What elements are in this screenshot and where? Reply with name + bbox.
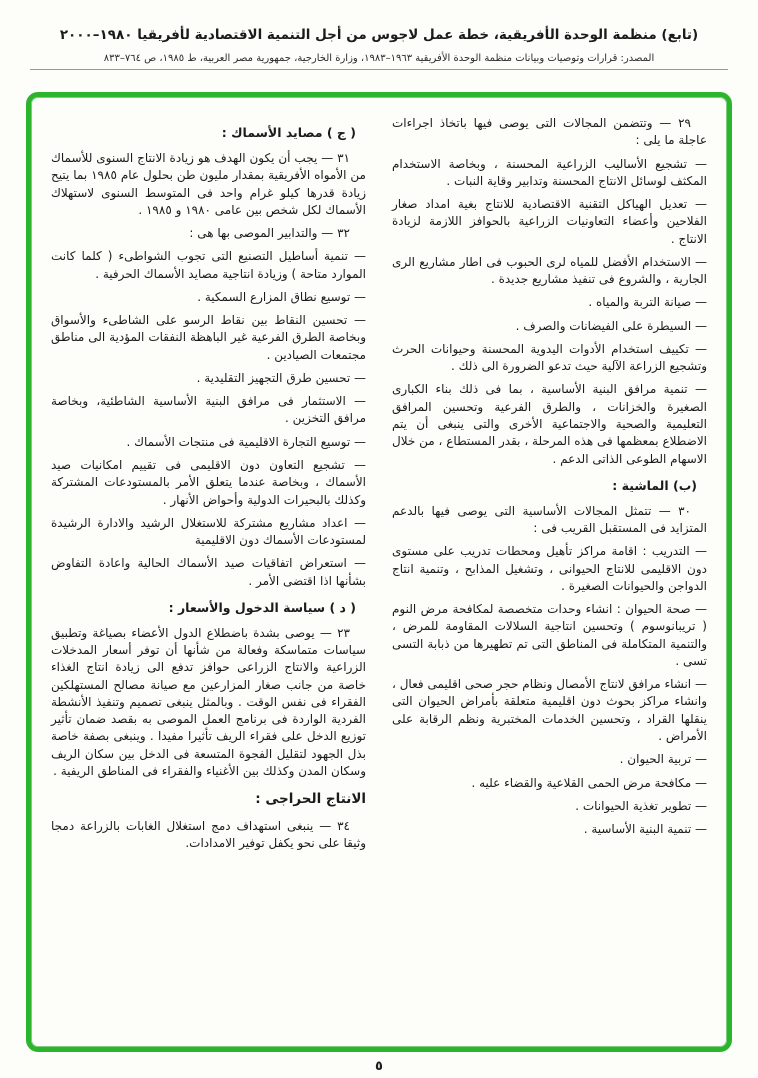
bullet-item: — تعديل الهياكل التقنية الاقتصادية للانتاج بغية امداد صغار الفلاحين وأعضاء التعاونيات الزراعية بالحوافز اللازمة لزيادة الانتاج . [392,197,707,246]
bullet-item: — انشاء مرافق لانتاج الأمصال ونظام حجر صحى اقليمى فعال ، وانشاء مراكز بحوث دون اقليمية متعلقة بأمراض الحيوان التى ينقلها القراد ، وتحسين الخدمات المختبرية ونظم الرقابة على الأمراض . [392,677,707,743]
column-left [51,115,366,1033]
bullet-item: — تنمية مرافق البنية الأساسية ، بما فى ذلك بناء الكبارى الصغيرة والخزانات ، والطرق الفرعية وتحسين المرافق التعليمية والصحية والاجتماعية الأخرى والتى ينبغى أن يتم الاضطلاع بمعظمها فى هذه المرحلة ، بقدر المستطاع ، من خلال الاسهام الطوعى الذاتى الدعم . [392,382,707,466]
paragraph-33: ٢٣ — يوصى بشدة باضطلاع الدول الأعضاء بصياغة وتطبيق سياسات متماسكة وفعالة من شأنها أن توفر أسعار المدخلات الزراعية والانتاج الزراعى حوافز تدفع الى زيادة انتاج الغذاء خاصة من جانب صغار المزارعين مع صيانة مصالح المستهلكين الفقراء فى نفس الوقت . وبالمثل ينبغى تصميم وتنفيذ الأنشطة الفردية الواردة فى برنامج العمل الموصى به بقصد ضمان تأثير توزيع الدخل على فقراء الريف تأثيرا مفيدا . وينبغى بصفة خاصة بذل الجهود لتقليل الفجوة المتسعة فى الدخل بين سكان الريف وسكان المدن وكذلك بين الأغنياء والفقراء فى المناطق الريفية . [51,625,366,778]
bullet-item: — تشجيع التعاون دون الاقليمى فى تقييم امكانيات صيد الأسماك ، وبخاصة عندما يتعلق الأمر بالمستودعات المشتركة وكذلك بالبحيرات الدولية وأحواض الأنهار . [51,457,366,507]
two-column-layout [51,115,707,1033]
bullet-item: — توسيع التجارة الاقليمية فى منتجات الأسماك . [126,434,366,449]
paragraph-32: ٣٢ — والتدابير الموصى بها هى : [189,226,350,241]
bullet-item: — اعداد مشاريع مشتركة للاستغلال الرشيد والادارة الرشيدة لمستودعات الأسماك دون الاقليمية [51,515,366,548]
page-header [0,0,758,70]
section-heading-forestry: الانتاج الحراجى : [255,791,366,808]
section-heading-fisheries: ( ج ) مصايد الأسماك : [221,125,356,140]
bullet-item: — تربية الحيوان . [619,752,707,767]
document-title: (تابع) منظمة الوحدة الأفريقية، خطة عمل لاجوس من أجل التنمية الاقتصادية لأفريقيا ١٩٨٠–٢٠٠٠ [59,27,699,43]
bullet-item: — تحسين النقاط بين نقاط الرسو على الشاطىء والأسواق وبخاصة الطرق الفرعية غير الباهظة النفقات المؤدية الى مناطق مجتمعات الصيادين . [51,313,366,362]
section-heading-livestock: (ب) الماشية : [612,477,697,493]
section-heading-prices-incomes: ( د ) سياسة الدخول والأسعار : [168,599,356,615]
bullet-item: — تطوير تغذية الحيوانات . [575,798,707,813]
column-right [392,115,707,1033]
bullet-item: — التدريب : اقامة مراكز تأهيل ومحطات تدريب على مستوى دون الاقليمى للانتاج الحيوانى ، وتشغيل المذابح ، وتنمية انتاج الدواجن والحيوانات الصغيرة . [392,544,707,593]
source-citation: المصدر: قرارات وتوصيات وبيانات منظمة الوحدة الأفريقية ١٩٦٣–١٩٨٣، وزارة الخارجية، جمهورية مصر العربية، ط ١٩٨٥، ص ٧٦٤–٨٣٣ [30,53,728,70]
paragraph-31: ٣١ — يجب أن يكون الهدف هو زيادة الانتاج السنوى للأسماك من الأمواه الأفريقية بمقدار مليون طن بحلول عام ١٩٨٥ بما يتيح زيادة قدرها كيلو غرام واحد فى المتوسط السنوى لاستهلاك الأسماك لكل شخص بين عامى ١٩٨٠ و ١٩٨٥ . [51,151,366,217]
page-number: ٥ [375,1059,383,1074]
bullet-item: — مكافحة مرض الحمى القلاعية والقضاء عليه . [471,775,707,790]
paragraph-29: ٢٩ — وتتضمن المجالات التى يوصى فيها باتخاذ اجراءات عاجلة ما يلى : [392,116,707,148]
bullet-item: — السيطرة على الفيضانات والصرف . [515,318,707,333]
bullet-item: — استعراض اتفاقيات صيد الأسماك الحالية واعادة التفاوض بشأنها اذا اقتضى الأمر . [51,556,366,588]
bullet-item: — صيانة التربة والمياه . [588,295,707,310]
green-border-content-box [26,92,732,1052]
bullet-item: — تشجيع الأساليب الزراعية المحسنة ، وبخاصة الاستخدام المكثف لوسائل الانتاج المحسنة وتدابير وقاية النبات . [392,156,707,188]
bullet-item: — تنمية البنية الأساسية . [583,822,707,837]
paragraph-30: ٣٠ — تتمثل المجالات الأساسية التى يوصى فيها بالدعم المتزايد فى المستقبل القريب فى : [392,503,707,536]
bullet-item: — تكييف استخدام الأدوات اليدوية المحسنة وحيوانات الحرث وتشجيع الزراعة الآلية حيث تدعو الضرورة الى ذلك . [392,341,707,374]
bullet-item: — الاستخدام الأفضل للمياه لرى الحبوب فى اطار مشاريع الرى الجارية ، والشروع فى تنفيذ مشاريع جديدة . [392,254,707,287]
paragraph-34: ٣٤ — ينبغى استهداف دمج استغلال الغابات بالزراعة دمجا وثيقا على نحو يكفل توفير الامدادات. [51,818,366,850]
bullet-item: — تنمية أساطيل التصنيع التى تجوب الشواطىء ( كلما كانت الموارد متاحة ) وزيادة انتاجية مصايد الأسماك الحرفية . [51,249,366,281]
bullet-item: — تحسين طرق التجهيز التقليدية . [196,370,366,385]
bullet-item: — الاستثمار فى مرافق البنية الأساسية الشاطئية، وبخاصة مرافق التخزين . [51,394,366,426]
bullet-item: — توسيع نطاق المزارع السمكية . [197,289,366,304]
bullet-item: — صحة الحيوان : انشاء وحدات متخصصة لمكافحة مرض النوم ( تريبانوسوم ) وتحسين انتاجية السلالات المقاومة للمرض ، والتنمية المتكاملة فى المناطق التى تم تطهيرها من ذبابة التسى تسى . [392,602,707,668]
